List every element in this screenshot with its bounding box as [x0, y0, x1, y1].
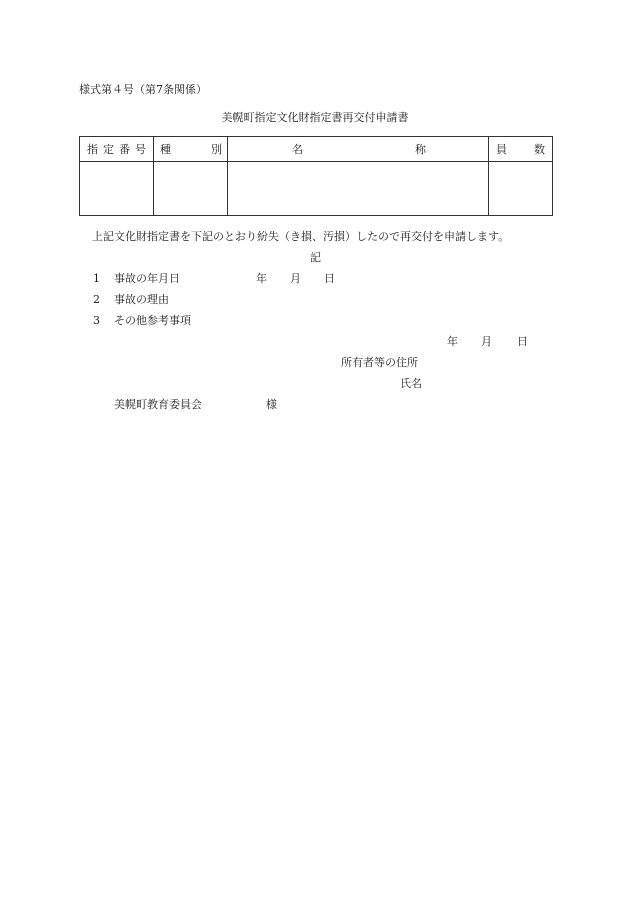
sign-day: 日 — [517, 335, 528, 348]
item-number: 2 — [93, 293, 100, 306]
form-number: 様式第４号（第7条関係） — [79, 83, 207, 96]
owner-address-label: 所有者等の住所 — [341, 356, 418, 369]
registry-table — [79, 136, 553, 216]
sign-year: 年 — [447, 335, 458, 348]
header-count — [489, 137, 553, 162]
item-label-accident-reason: 事故の理由 — [114, 293, 169, 306]
item-number: 3 — [93, 314, 100, 327]
addressee: 美幌町教育委員会 — [114, 398, 202, 411]
item1-month: 月 — [290, 272, 301, 285]
header-char: 定 — [103, 143, 114, 156]
header-char: 別 — [211, 143, 222, 156]
item1-year: 年 — [256, 272, 267, 285]
honorific: 様 — [266, 398, 277, 411]
entry-type[interactable] — [154, 162, 228, 216]
owner-name-label: 氏名 — [400, 377, 422, 390]
item-label-accident-date: 事故の年月日 — [114, 272, 180, 285]
header-char: 員 — [496, 143, 507, 156]
header-name — [228, 137, 489, 162]
item-number: 1 — [93, 272, 100, 285]
header-char: 称 — [415, 143, 426, 156]
application-statement: 上記文化財指定書を下記のとおり紛失（き損、汚損）したので再交付を申請します。 — [92, 230, 510, 243]
header-char: 種 — [160, 143, 171, 156]
header-char: 指 — [87, 143, 98, 156]
entry-designation-number[interactable] — [80, 162, 154, 216]
table-header-row — [80, 137, 553, 162]
header-char: 番 — [119, 143, 130, 156]
sign-month: 月 — [481, 335, 492, 348]
table-entry-row — [80, 162, 553, 216]
entry-name[interactable] — [228, 162, 489, 216]
header-char: 号 — [135, 143, 146, 156]
ki-label: 記 — [310, 251, 321, 264]
header-char: 名 — [292, 143, 303, 156]
item1-day: 日 — [324, 272, 335, 285]
header-type — [154, 137, 228, 162]
document-title: 美幌町指定文化財指定書再交付申請書 — [221, 111, 409, 124]
header-char: 数 — [534, 143, 545, 156]
item-label-other-notes: その他参考事項 — [114, 314, 191, 327]
header-designation-number — [80, 137, 154, 162]
entry-count[interactable] — [489, 162, 553, 216]
